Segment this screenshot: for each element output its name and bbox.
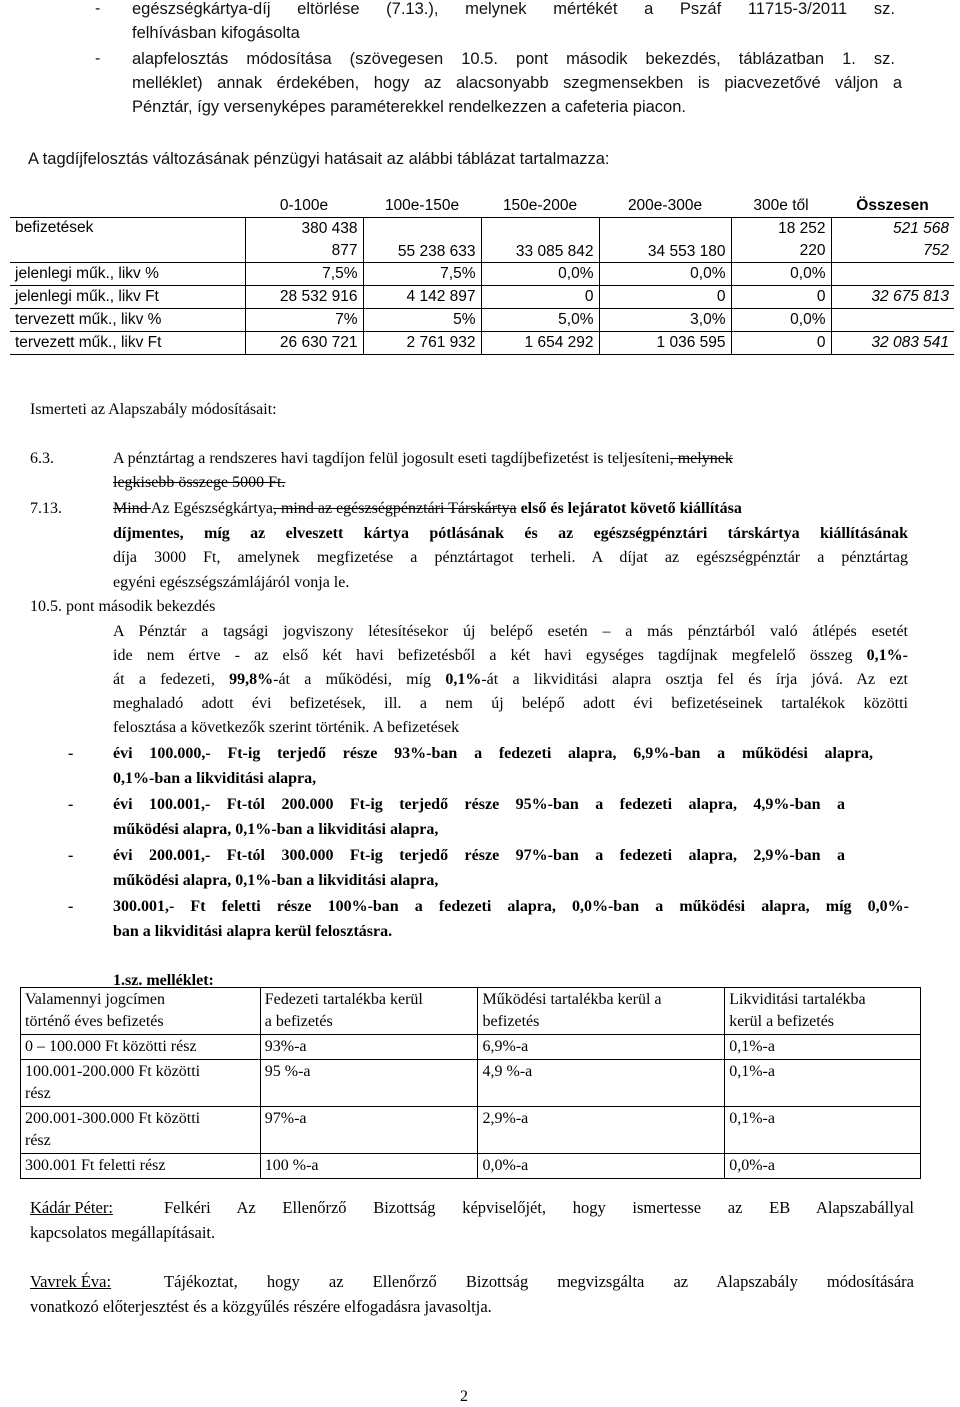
bullet-dash: - — [68, 898, 74, 915]
intro-bullet-2-line-3: Pénztár, így versenyképes paraméterekkel rendelkezzen a cafeteria piacon. — [132, 98, 686, 116]
annex-cell: 95 %-a — [260, 1060, 478, 1107]
table-row — [10, 286, 954, 309]
annex-cell: 0,0%-a — [478, 1154, 725, 1179]
bullet-1-line-2: 0,1%-ban a likviditási alapra, — [113, 770, 317, 787]
intro-bullet-1-dash: - — [95, 0, 101, 17]
table-cell: 5% — [363, 309, 481, 332]
annex-header-cell: Valamennyi jogcímen történő éves befizetés — [21, 988, 261, 1035]
para-6-3-line-2: legkisebb összege 5000 Ft. — [113, 474, 286, 491]
table-cell: 3,0% — [599, 309, 731, 332]
para-7-13-line-3: díja 3000 Ft, amelynek megfizetése a pénztártagot terheli. A díjat az egészségpénztár a pénztártag — [113, 549, 908, 566]
table-row — [10, 263, 954, 286]
annex-row — [21, 1154, 921, 1179]
annex-cell: 0,1%-a — [725, 1035, 921, 1060]
table-cell: 5,0% — [481, 309, 599, 332]
table-header-row — [10, 195, 954, 218]
table-cell: 4 142 897 — [363, 286, 481, 309]
speaker-name-1: Kádár Péter: — [30, 1198, 113, 1217]
para-10-5-line-2: ide nem értve - az első két havi befizetésből a két havi egységes tagdíjnak megfelelő összeg 0,1%- — [113, 647, 908, 664]
table-cell: 0,0% — [599, 263, 731, 286]
table-cell: 28 532 916 — [245, 286, 363, 309]
table-cell: 0 — [481, 286, 599, 309]
annex-cell: 0,1%-a — [725, 1107, 921, 1154]
annex-cell: 0,1%-a — [725, 1060, 921, 1107]
financial-impact-table — [10, 195, 954, 355]
table-cell: 7,5% — [363, 263, 481, 286]
para-10-5-heading: 10.5. pont második bekezdés — [30, 598, 216, 615]
table-cell: 18 252 220 — [731, 218, 831, 263]
row-label: jelenlegi műk., likv % — [10, 263, 245, 286]
annex-header-cell: Fedezeti tartalékba kerül a befizetés — [260, 988, 478, 1035]
col-header: 100e-150e — [384, 197, 460, 214]
annex-cell: 97%-a — [260, 1107, 478, 1154]
annex-title: 1.sz. melléklet: — [113, 972, 214, 989]
bullet-4-line-1: 300.001,- Ft feletti része 100%-ban a fedezeti alapra, 0,0%-ban a működési alapra, míg 0,0%- — [113, 898, 909, 915]
row-label: jelenlegi műk., likv Ft — [10, 286, 245, 309]
table-cell: 0 — [599, 286, 731, 309]
annex-cell: 300.001 Ft feletti rész — [21, 1154, 261, 1179]
table-intro-text: A tagdíjfelosztás változásának pénzügyi hatásait az alábbi táblázat tartalmazza: — [28, 150, 610, 168]
table-row — [10, 332, 954, 355]
bullet-3-line-2: működési alapra, 0,1%-ban a likviditási alapra, — [113, 872, 439, 889]
table-cell: 0 — [731, 332, 831, 355]
annex-header-cell: Likviditási tartalékba kerül a befizetés — [725, 988, 921, 1035]
annex-cell: 4,9 %-a — [478, 1060, 725, 1107]
annex-cell: 100.001-200.000 Ft közötti rész — [21, 1060, 261, 1107]
table-cell: 0,0% — [731, 263, 831, 286]
annex-header-row — [21, 988, 921, 1035]
annex-cell: 2,9%-a — [478, 1107, 725, 1154]
statement-1-line-1: Felkéri Az Ellenőrző Bizottság képviselőjét, hogy ismertesse az EB Alapszabállyal — [164, 1198, 914, 1217]
col-header-total: Összesen — [856, 197, 929, 214]
bullet-dash: - — [68, 796, 74, 813]
table-cell: 0,0% — [481, 263, 599, 286]
table-cell: 26 630 721 — [245, 332, 363, 355]
annex-cell: 100 %-a — [260, 1154, 478, 1179]
bullet-4-line-2: ban a likviditási alapra kerül felosztásra. — [113, 923, 393, 940]
para-10-5-line-3: át a fedezeti, 99,8%-át a működési, míg 0,1%-át a likviditási alapra osztja fel és írja jóvá. Az ezt — [113, 671, 909, 688]
table-cell: 55 238 633 — [363, 218, 481, 263]
annex-cell: 0,0%-a — [725, 1154, 921, 1179]
annex-row — [21, 1107, 921, 1154]
para-7-13-line-2: díjmentes, míg az elveszett kártya pótlásának és az egészségpénztári társkártya kiállításának — [113, 525, 908, 542]
alapszabaly-heading: Ismerteti az Alapszabály módosításait: — [30, 401, 277, 418]
table-cell: 0 — [731, 286, 831, 309]
col-header: 300e től — [753, 197, 809, 214]
table-row — [10, 309, 954, 332]
bullet-dash: - — [68, 745, 74, 762]
para-7-13-number: 7.13. — [30, 500, 62, 517]
intro-bullet-1-line-1: egészségkártya-díj eltörlése (7.13.), melynek mértékét a Pszáf 11715-3/2011 sz. — [132, 0, 895, 18]
table-cell: 0,0% — [731, 309, 831, 332]
row-label: tervezett műk., likv % — [10, 309, 245, 332]
intro-bullet-2-line-2: melléklet) annak érdekében, hogy az alacsonyabb szegmensekben is piacvezetővé váljon a — [132, 74, 902, 92]
row-label: befizetések — [10, 218, 245, 263]
bullet-1-line-1: évi 100.000,- Ft-ig terjedő része 93%-ban a fedezeti alapra, 6,9%-ban a működési alapra, — [113, 745, 873, 762]
intro-bullet-2-dash: - — [95, 50, 101, 67]
annex-header-cell: Működési tartalékba kerül a befizetés — [478, 988, 725, 1035]
para-7-13-line-4: egyéni egészségszámlájáról vonja le. — [113, 574, 350, 591]
table-cell-total: 521 568 752 — [831, 218, 954, 263]
col-header: 0-100e — [279, 197, 329, 214]
speaker-name-2: Vavrek Éva: — [30, 1272, 112, 1291]
table-cell: 34 553 180 — [599, 218, 731, 263]
para-6-3-number: 6.3. — [30, 450, 54, 467]
table-cell-total: 32 083 541 — [831, 332, 954, 355]
statement-2-line-1: Tájékoztat, hogy az Ellenőrző Bizottság megvizsgálta az Alapszabály módosítására — [164, 1272, 914, 1291]
table-cell-total — [831, 263, 954, 286]
annex-row — [21, 1035, 921, 1060]
intro-bullet-1-line-2: felhívásban kifogásolta — [132, 24, 300, 42]
bullet-2-line-2: működési alapra, 0,1%-ban a likviditási alapra, — [113, 821, 439, 838]
para-6-3-line-1: A pénztártag a rendszeres havi tagdíjon felül jogosult eseti tagdíjbefizetést is teljesíteni, melynek — [113, 450, 733, 467]
table-cell-total — [831, 309, 954, 332]
annex-cell: 93%-a — [260, 1035, 478, 1060]
table-cell: 7,5% — [245, 263, 363, 286]
table-cell: 1 036 595 — [599, 332, 731, 355]
annex-row — [21, 1060, 921, 1107]
col-header: 150e-200e — [502, 197, 578, 214]
annex-cell: 0 – 100.000 Ft közötti rész — [21, 1035, 261, 1060]
page-number: 2 — [460, 1388, 468, 1405]
table-cell: 380 438 877 — [245, 218, 363, 263]
para-10-5-line-1: A Pénztár a tagsági jogviszony létesítésekor új belépő esetén – a más pénztárból való átlépés esetét — [113, 623, 908, 640]
annex-table — [20, 987, 921, 1179]
table-cell: 1 654 292 — [481, 332, 599, 355]
col-header: 200e-300e — [627, 197, 703, 214]
table-cell: 7% — [245, 309, 363, 332]
table-row-befizetesek — [10, 218, 954, 263]
intro-bullet-2-line-1: alapfelosztás módosítása (szövegesen 10.5. pont második bekezdés, táblázatban 1. sz. — [132, 50, 895, 68]
para-10-5-line-4: meghaladó adott évi befizetések, ill. a nem új belépő adott évi befizetéseinek tartalékok közötti — [113, 695, 908, 712]
statement-2-line-2: vonatkozó előterjesztést és a közgyűlés részére elfogadásra javasoltja. — [30, 1297, 492, 1316]
bullet-dash: - — [68, 847, 74, 864]
table-cell: 2 761 932 — [363, 332, 481, 355]
row-label: tervezett műk., likv Ft — [10, 332, 245, 355]
table-cell: 33 085 842 — [481, 218, 599, 263]
statement-1-line-2: kapcsolatos megállapításait. — [30, 1223, 216, 1242]
bullet-3-line-1: évi 200.001,- Ft-tól 300.000 Ft-ig terjedő része 97%-ban a fedezeti alapra, 2,9%-ban a — [113, 847, 845, 864]
table-cell-total: 32 675 813 — [831, 286, 954, 309]
bullet-2-line-1: évi 100.001,- Ft-tól 200.000 Ft-ig terjedő része 95%-ban a fedezeti alapra, 4,9%-ban a — [113, 796, 845, 813]
para-10-5-line-5: felosztása a következők szerint történik. A befizetések — [113, 719, 460, 736]
annex-cell: 200.001-300.000 Ft közötti rész — [21, 1107, 261, 1154]
annex-cell: 6,9%-a — [478, 1035, 725, 1060]
para-7-13-line-1: Mind Az Egészségkártya, mind az egészségpénztári Társkártya első és lejáratot követő kiállítása — [113, 500, 742, 517]
